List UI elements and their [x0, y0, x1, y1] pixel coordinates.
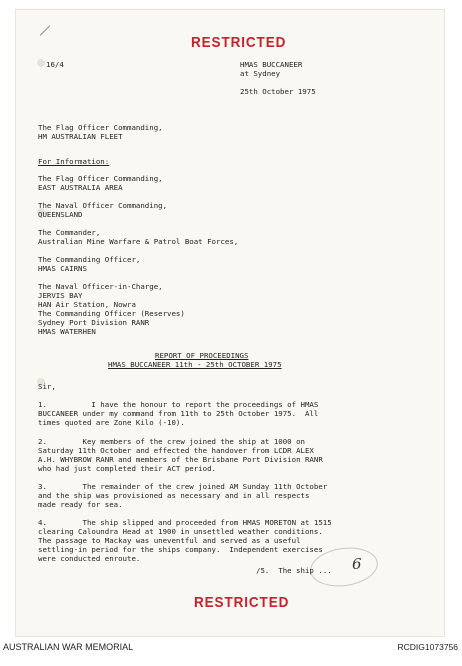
paragraph-line: times quoted are Zone Kilo (-10). [38, 418, 185, 427]
paragraph-line: Saturday 11th October and effected the handover from LCDR ALEX [38, 446, 314, 455]
paragraph-line: 1. I have the honour to report the proceedings of HMAS [38, 400, 319, 409]
report-subtitle: HMAS BUCCANEER 11th - 25th OCTOBER 1975 [108, 360, 282, 369]
salutation: Sir, [38, 382, 56, 391]
recipient-line: QUEENSLAND [38, 210, 83, 219]
paragraph-line: BUCCANEER under my command from 11th to 25th October 1975. All [38, 409, 319, 418]
recipient-line: The Flag Officer Commanding, [38, 174, 163, 183]
recipient-line: The Commander, [38, 228, 101, 237]
paragraph-line: and the ship was provisioned as necessary and in all respects [38, 491, 310, 500]
paragraph-line: A.H. WHYBROW RANR and members of the Brisbane Port Division RANR [38, 455, 323, 464]
recipient-line: HMAS CAIRNS [38, 264, 87, 273]
restricted-stamp-top: RESTRICTED [191, 34, 287, 51]
recipient-line: EAST AUSTRALIA AREA [38, 183, 123, 192]
paragraph-line: 3. The remainder of the crew joined AM Sunday 11th October [38, 482, 328, 491]
footer-source: AUSTRALIAN WAR MEMORIAL [3, 642, 134, 652]
sender-line-1: HMAS BUCCANEER [240, 60, 303, 69]
paragraph-line: 4. The ship slipped and proceeded from HMAS MORETON at 1515 [38, 518, 332, 527]
paragraph-line: settling-in period for the ships company. Independent exercises [38, 545, 323, 554]
addressee-line-1: The Flag Officer Commanding, [38, 123, 163, 132]
continuation-text: /5. The ship ... [256, 566, 332, 575]
restricted-stamp-bottom: RESTRICTED [194, 594, 290, 611]
file-reference: 16/4 [46, 60, 64, 69]
recipient-line: HAN Air Station, Nowra [38, 300, 136, 309]
recipient-line: The Naval Officer Commanding, [38, 201, 168, 210]
punch-hole [37, 59, 45, 67]
recipient-line: The Commanding Officer (Reserves) [38, 309, 185, 318]
recipient-line: JERVIS BAY [38, 291, 83, 300]
handwritten-page-number: 6 [352, 555, 362, 573]
recipient-line: HMAS WATERHEN [38, 327, 96, 336]
for-information-label: For Information: [38, 157, 110, 166]
recipient-line: The Commanding Officer, [38, 255, 141, 264]
paragraph-line: 2. Key members of the crew joined the ship at 1000 on [38, 437, 305, 446]
paragraph-line: who had just completed their ACT period. [38, 464, 216, 473]
recipient-line: The Naval Officer-in-Charge, [38, 282, 163, 291]
sender-line-2: at Sydney [240, 69, 281, 78]
paragraph-line: The passage to Mackay was uneventful and served as a useful [38, 536, 301, 545]
recipient-line: Australian Mine Warfare & Patrol Boat Forces, [38, 237, 239, 246]
report-title: REPORT OF PROCEEDINGS [155, 351, 249, 360]
addressee-line-2: HM AUSTRALIAN FLEET [38, 132, 123, 141]
paragraph-line: were conducted enroute. [38, 554, 141, 563]
letter-date: 25th October 1975 [240, 87, 316, 96]
footer-record-id: RCDIG1073756 [397, 642, 458, 652]
paragraph-line: clearing Caloundra Head at 1900 in unsettled weather conditions. [38, 527, 323, 536]
paragraph-line: made ready for sea. [38, 500, 123, 509]
recipient-line: Sydney Port Division RANR [38, 318, 150, 327]
